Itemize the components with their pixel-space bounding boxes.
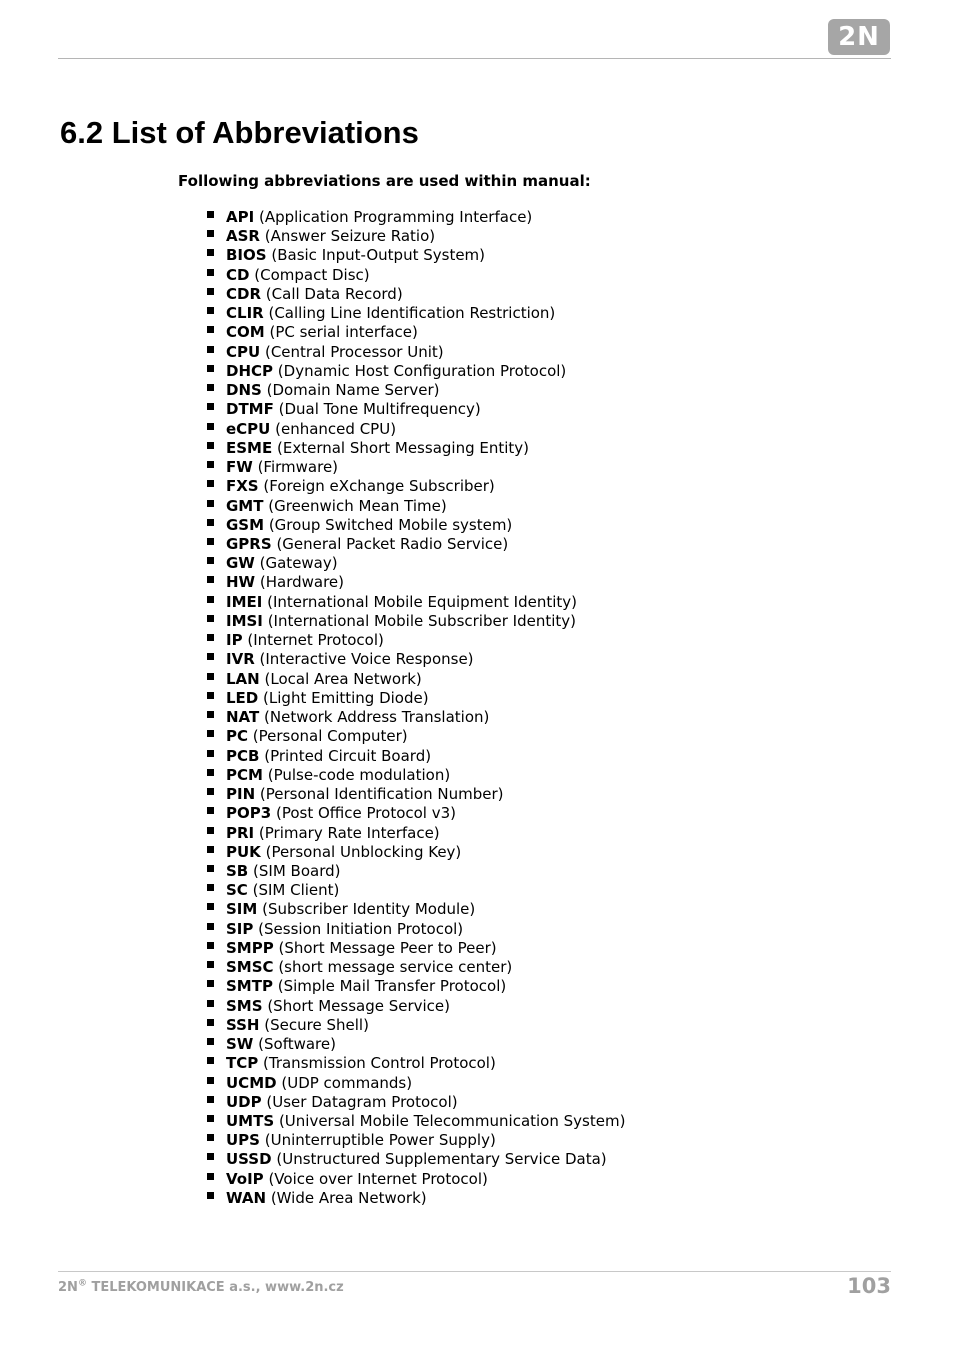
abbreviation-description: (Light Emitting Diode) — [263, 688, 429, 707]
abbreviation-description: (Post Office Protocol v3) — [275, 804, 457, 823]
abbreviation-description: (Dual Tone Multifrequency) — [278, 400, 481, 419]
list-item — [206, 1170, 625, 1189]
list-item — [206, 612, 625, 631]
abbreviation-term: PRI — [226, 823, 255, 842]
list-item — [206, 1093, 625, 1112]
square-bullet-icon — [207, 1173, 214, 1180]
list-item — [206, 977, 625, 996]
square-bullet-icon — [207, 403, 214, 410]
abbreviation-description: (Application Programming Interface) — [258, 208, 533, 226]
square-bullet-icon — [207, 711, 214, 718]
square-bullet-icon — [207, 288, 214, 295]
list-item — [206, 939, 625, 958]
list-item — [206, 727, 625, 746]
abbreviation-description: (Printed Circuit Board) — [264, 746, 432, 765]
square-bullet-icon — [207, 865, 214, 872]
abbreviation-description: (Foreign eXchange Subscriber) — [263, 477, 495, 496]
abbreviation-description: (Calling Line Identification Restriction) — [268, 304, 556, 323]
list-item — [206, 477, 625, 496]
list-item — [206, 362, 625, 381]
abbreviation-term: SSH — [226, 1015, 260, 1034]
square-bullet-icon — [207, 730, 214, 737]
page-title: 6.2 List of Abbreviations — [60, 115, 419, 150]
square-bullet-icon — [207, 346, 214, 353]
abbreviation-description: (Primary Rate Interface) — [258, 823, 440, 842]
list-item — [206, 747, 625, 766]
square-bullet-icon — [207, 923, 214, 930]
abbreviation-term: POP3 — [226, 804, 272, 823]
abbreviation-description: (External Short Messaging Entity) — [277, 438, 530, 457]
list-item — [206, 304, 625, 323]
list-item — [206, 285, 625, 304]
abbreviation-term: VoIP — [226, 1169, 264, 1188]
square-bullet-icon — [207, 788, 214, 795]
abbreviation-term: GPRS — [226, 534, 272, 553]
square-bullet-icon — [207, 884, 214, 891]
abbreviation-description: (Pulse-code modulation) — [267, 765, 451, 784]
abbreviation-term: SMPP — [226, 938, 274, 957]
list-item — [206, 227, 625, 246]
square-bullet-icon — [207, 961, 214, 968]
list-item — [206, 593, 625, 612]
abbreviation-term: CDR — [226, 284, 262, 303]
abbreviation-list — [206, 208, 625, 1208]
square-bullet-icon — [207, 846, 214, 853]
abbreviation-term: PUK — [226, 842, 261, 861]
abbreviation-term: UPS — [226, 1131, 260, 1150]
abbreviation-term: SC — [226, 881, 248, 900]
list-item — [206, 631, 625, 650]
abbreviation-description: (PC serial interface) — [269, 323, 418, 342]
abbreviation-term: SMTP — [226, 977, 273, 996]
square-bullet-icon — [207, 1038, 214, 1045]
square-bullet-icon — [207, 423, 214, 430]
abbreviation-description: (SIM Board) — [253, 861, 341, 880]
abbreviation-description: (Central Processor Unit) — [264, 342, 444, 361]
abbreviation-description: (Domain Name Server) — [266, 381, 440, 400]
abbreviation-term: DNS — [226, 381, 262, 400]
square-bullet-icon — [207, 634, 214, 641]
abbreviation-term: SIP — [226, 919, 254, 938]
list-item — [206, 1112, 625, 1131]
abbreviation-term: GMT — [226, 496, 264, 515]
footer-company — [58, 1279, 344, 1297]
intro-text: Following abbreviations are used within manual: — [178, 172, 591, 190]
abbreviation-description: (short message service center) — [278, 958, 513, 977]
list-item — [206, 1054, 625, 1073]
abbreviation-term: PIN — [226, 785, 256, 804]
abbreviation-term: LED — [226, 688, 259, 707]
footer-company-prefix: 2N — [58, 1280, 78, 1295]
square-bullet-icon — [207, 211, 214, 218]
list-item — [206, 208, 625, 227]
square-bullet-icon — [207, 1077, 214, 1084]
abbreviation-description: (Personal Computer) — [252, 727, 408, 746]
abbreviation-term: SIM — [226, 900, 258, 919]
abbreviation-term: GW — [226, 554, 255, 573]
list-item — [206, 573, 625, 592]
abbreviation-description: (International Mobile Subscriber Identity) — [267, 611, 576, 630]
square-bullet-icon — [207, 249, 214, 256]
abbreviation-description: (User Datagram Protocol) — [266, 1092, 458, 1111]
abbreviation-description: (Group Switched Mobile system) — [268, 515, 513, 534]
abbreviation-term: IP — [226, 631, 243, 650]
list-item — [206, 439, 625, 458]
square-bullet-icon — [207, 807, 214, 814]
abbreviation-description: (Local Area Network) — [264, 669, 422, 688]
abbreviation-term: PC — [226, 727, 249, 746]
abbreviation-term: NAT — [226, 708, 260, 727]
list-item — [206, 1150, 625, 1169]
list-item — [206, 997, 625, 1016]
list-item — [206, 920, 625, 939]
abbreviation-description: (Call Data Record) — [265, 284, 403, 303]
list-item — [206, 862, 625, 881]
abbreviation-description: (Answer Seizure Ratio) — [264, 227, 436, 246]
square-bullet-icon — [207, 307, 214, 314]
square-bullet-icon — [207, 442, 214, 449]
abbreviation-description: (Gateway) — [259, 554, 338, 573]
list-item — [206, 1016, 625, 1035]
square-bullet-icon — [207, 692, 214, 699]
list-item — [206, 381, 625, 400]
abbreviation-term: GSM — [226, 515, 265, 534]
abbreviation-description: (Uninterruptible Power Supply) — [264, 1131, 496, 1150]
abbreviation-description: (Secure Shell) — [264, 1015, 369, 1034]
list-item — [206, 1074, 625, 1093]
abbreviation-term: SB — [226, 861, 249, 880]
abbreviation-term: CLIR — [226, 304, 264, 323]
abbreviation-description: (General Packet Radio Service) — [276, 534, 509, 553]
abbreviation-description: (Short Message Peer to Peer) — [278, 938, 497, 957]
abbreviation-description: (Network Address Translation) — [264, 708, 490, 727]
abbreviation-term: CPU — [226, 342, 261, 361]
list-item — [206, 881, 625, 900]
square-bullet-icon — [207, 480, 214, 487]
list-item — [206, 420, 625, 439]
square-bullet-icon — [207, 1019, 214, 1026]
abbreviation-term: ESME — [226, 438, 273, 457]
abbreviation-term: LAN — [226, 669, 260, 688]
abbreviation-term: USSD — [226, 1150, 272, 1169]
abbreviation-description: (Dynamic Host Configuration Protocol) — [277, 361, 567, 380]
abbreviation-term: PCM — [226, 765, 263, 784]
abbreviation-description: (Simple Mail Transfer Protocol) — [277, 977, 507, 996]
abbreviation-description: (Personal Unblocking Key) — [265, 842, 462, 861]
abbreviation-term: IVR — [226, 650, 255, 669]
list-item — [206, 400, 625, 419]
abbreviation-term: eCPU — [226, 419, 271, 438]
list-item — [206, 1035, 625, 1054]
square-bullet-icon — [207, 1134, 214, 1141]
list-item — [206, 1189, 625, 1208]
square-bullet-icon — [207, 827, 214, 834]
abbreviation-term: WAN — [226, 1188, 267, 1207]
list-item — [206, 497, 625, 516]
abbreviation-description: (Transmission Control Protocol) — [263, 1054, 496, 1073]
list-item — [206, 535, 625, 554]
abbreviation-term: DTMF — [226, 400, 274, 419]
abbreviation-term: ASR — [226, 227, 260, 246]
list-item — [206, 766, 625, 785]
abbreviation-term: UCMD — [226, 1073, 277, 1092]
square-bullet-icon — [207, 500, 214, 507]
abbreviation-term: UDP — [226, 1092, 262, 1111]
list-item — [206, 824, 625, 843]
square-bullet-icon — [207, 1057, 214, 1064]
abbreviation-description: (Software) — [258, 1035, 336, 1054]
abbreviation-term: BIOS — [226, 246, 267, 265]
abbreviation-term: HW — [226, 573, 256, 592]
abbreviation-description: (enhanced CPU) — [275, 419, 397, 438]
abbreviation-description: (Subscriber Identity Module) — [262, 900, 476, 919]
list-item — [206, 650, 625, 669]
abbreviation-term: SMSC — [226, 958, 274, 977]
list-item — [206, 246, 625, 265]
abbreviation-description: (Unstructured Supplementary Service Data) — [276, 1150, 607, 1169]
square-bullet-icon — [207, 750, 214, 757]
abbreviation-term: DHCP — [226, 361, 274, 380]
registered-mark: ® — [77, 1278, 87, 1289]
list-item — [206, 458, 625, 477]
abbreviation-term: CD — [226, 265, 250, 284]
footer-company-rest: TELEKOMUNIKACE a.s., www.2n.cz — [86, 1280, 344, 1295]
list-item — [206, 343, 625, 362]
page-number: 103 — [847, 1274, 891, 1298]
list-item — [206, 266, 625, 285]
abbreviation-description: (Basic Input-Output System) — [271, 246, 486, 265]
abbreviation-description: (Short Message Service) — [267, 996, 451, 1015]
list-item — [206, 689, 625, 708]
square-bullet-icon — [207, 653, 214, 660]
list-item — [206, 1131, 625, 1150]
square-bullet-icon — [207, 673, 214, 680]
list-item — [206, 843, 625, 862]
square-bullet-icon — [207, 538, 214, 545]
abbreviation-term: SW — [226, 1035, 254, 1054]
abbreviation-description: (Voice over Internet Protocol) — [268, 1169, 488, 1188]
company-logo: 2N — [828, 19, 890, 55]
abbreviation-description: (Firmware) — [257, 458, 339, 477]
list-item — [206, 323, 625, 342]
list-item — [206, 900, 625, 919]
abbreviation-description: (Universal Mobile Telecommunication System) — [278, 1112, 626, 1131]
abbreviation-description: (Wide Area Network) — [270, 1188, 427, 1207]
abbreviation-term: UMTS — [226, 1112, 275, 1131]
square-bullet-icon — [207, 384, 214, 391]
abbreviation-description: (Internet Protocol) — [247, 631, 384, 650]
square-bullet-icon — [207, 365, 214, 372]
square-bullet-icon — [207, 1096, 214, 1103]
abbreviation-term: FXS — [226, 477, 259, 496]
list-item — [206, 670, 625, 689]
square-bullet-icon — [207, 557, 214, 564]
square-bullet-icon — [207, 519, 214, 526]
abbreviation-term: IMSI — [226, 611, 263, 630]
list-item — [206, 554, 625, 573]
abbreviation-description: (Greenwich Mean Time) — [268, 496, 447, 515]
square-bullet-icon — [207, 1192, 214, 1199]
abbreviation-description: (Session Initiation Protocol) — [258, 919, 464, 938]
abbreviation-term: PCB — [226, 746, 260, 765]
abbreviation-term: TCP — [226, 1054, 259, 1073]
square-bullet-icon — [207, 942, 214, 949]
square-bullet-icon — [207, 1153, 214, 1160]
list-item — [206, 958, 625, 977]
list-item — [206, 708, 625, 727]
list-item — [206, 785, 625, 804]
abbreviation-description: (UDP commands) — [281, 1073, 413, 1092]
abbreviation-term: API — [226, 208, 255, 226]
square-bullet-icon — [207, 326, 214, 333]
abbreviation-term: FW — [226, 458, 253, 477]
abbreviation-description: (Personal Identification Number) — [259, 785, 504, 804]
square-bullet-icon — [207, 576, 214, 583]
square-bullet-icon — [207, 903, 214, 910]
abbreviation-term: COM — [226, 323, 265, 342]
square-bullet-icon — [207, 1000, 214, 1007]
abbreviation-description: (Compact Disc) — [254, 265, 370, 284]
square-bullet-icon — [207, 461, 214, 468]
list-item — [206, 516, 625, 535]
header-divider — [58, 58, 891, 59]
square-bullet-icon — [207, 269, 214, 276]
abbreviation-description: (International Mobile Equipment Identity) — [267, 592, 577, 611]
square-bullet-icon — [207, 980, 214, 987]
abbreviation-term: SMS — [226, 996, 263, 1015]
abbreviation-description: (SIM Client) — [252, 881, 340, 900]
square-bullet-icon — [207, 615, 214, 622]
square-bullet-icon — [207, 596, 214, 603]
footer-divider — [58, 1271, 891, 1272]
abbreviation-description: (Hardware) — [259, 573, 345, 592]
square-bullet-icon — [207, 769, 214, 776]
abbreviation-description: (Interactive Voice Response) — [259, 650, 474, 669]
list-item — [206, 804, 625, 823]
abbreviation-term: IMEI — [226, 592, 263, 611]
square-bullet-icon — [207, 230, 214, 237]
square-bullet-icon — [207, 1115, 214, 1122]
